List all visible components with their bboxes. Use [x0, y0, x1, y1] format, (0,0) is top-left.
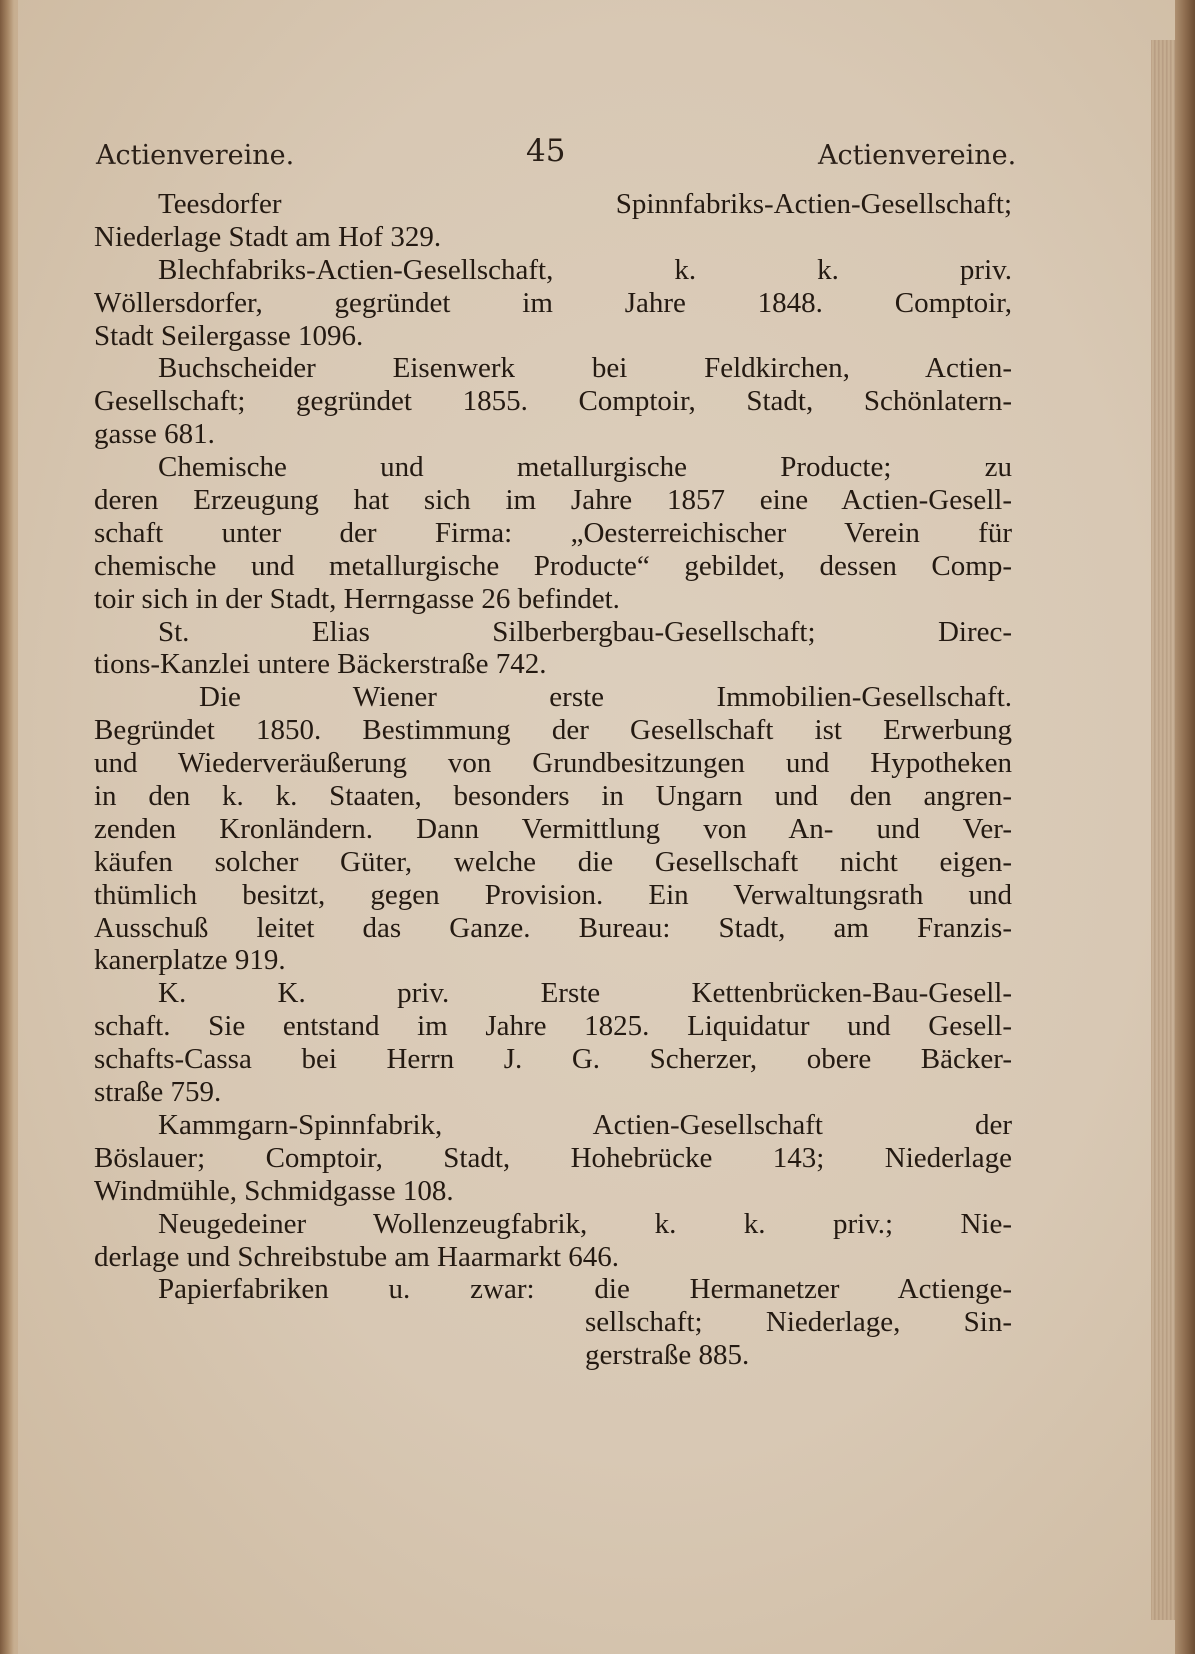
text-line: tions-Kanzlei untere Bäckerstraße 742. — [94, 648, 547, 681]
body-text — [94, 188, 1012, 1372]
text-line: Wöllersdorfer, gegründet im Jahre 1848. Comptoir, — [94, 286, 1012, 319]
text-line: Chemische und metallurgische Producte; zu — [158, 451, 1012, 484]
text-line: gasse 681. — [94, 418, 215, 451]
text-line: derlage und Schreibstube am Haarmarkt 646. — [94, 1240, 620, 1273]
text-line: Die Wiener erste Immobilien-Gesellschaft. — [199, 681, 1012, 714]
text-line: toir sich in der Stadt, Herrngasse 26 befindet. — [94, 582, 620, 615]
text-line: kanerplatze 919. — [94, 944, 286, 977]
page-edge-shadow — [1151, 40, 1175, 1620]
text-line: chemische und metallurgische Producte“ gebildet, dessen Comp- — [94, 549, 1012, 582]
running-head-right: Actienvereine. — [818, 140, 1017, 171]
text-line: Böslauer; Comptoir, Stadt, Hohebrücke 143; Niederlage — [94, 1141, 1012, 1174]
text-line: K. K. priv. Erste Kettenbrücken-Bau-Gesell- — [158, 977, 1012, 1010]
book-page — [18, 0, 1175, 1654]
text-line: Begründet 1850. Bestimmung der Gesellschaft ist Erwerbung — [94, 714, 1012, 747]
text-line: sellschaft; Niederlage, Sin- — [585, 1306, 1012, 1339]
text-line: Teesdorfer Spinnfabriks-Actien-Gesellschaft; — [158, 188, 1012, 220]
text-line: Windmühle, Schmidgasse 108. — [94, 1174, 454, 1207]
text-line: gerstraße 885. — [585, 1339, 750, 1372]
text-line: Papierfabriken u. zwar: die Hermanetzer Actienge- — [158, 1273, 1012, 1306]
text-line: käufen solcher Güter, welche die Gesellschaft nicht eigen- — [94, 845, 1012, 878]
text-line: Niederlage Stadt am Hof 329. — [94, 220, 442, 253]
text-line: schaft unter der Firma: „Oesterreichischer Verein für — [94, 516, 1012, 549]
text-line: Gesellschaft; gegründet 1855. Comptoir, Stadt, Schönlatern- — [94, 385, 1012, 418]
text-line: Neugedeiner Wollenzeugfabrik, k. k. priv.; Nie- — [158, 1207, 1012, 1240]
text-line: St. Elias Silberbergbau-Gesellschaft; Direc- — [158, 615, 1012, 648]
text-line: straße 759. — [94, 1076, 222, 1109]
text-line: deren Erzeugung hat sich im Jahre 1857 eine Actien-Gesell- — [94, 484, 1012, 517]
text-line: schafts-Cassa bei Herrn J. G. Scherzer, obere Bäcker- — [94, 1043, 1012, 1076]
running-head-left: Actienvereine. — [96, 140, 295, 171]
text-line: thümlich besitzt, gegen Provision. Ein Verwaltungsrath und — [94, 878, 1012, 911]
text-line: Ausschuß leitet das Ganze. Bureau: Stadt, am Franzis- — [94, 911, 1012, 944]
text-line: Stadt Seilergasse 1096. — [94, 319, 364, 352]
text-line: in den k. k. Staaten, besonders in Ungarn und den angren- — [94, 780, 1012, 813]
text-line: schaft. Sie entstand im Jahre 1825. Liquidatur und Gesell- — [94, 1010, 1012, 1043]
text-line: und Wiederveräußerung von Grundbesitzungen und Hypotheken — [94, 747, 1012, 780]
text-line: Blechfabriks-Actien-Gesellschaft, k. k. priv. — [158, 253, 1012, 286]
text-line: Buchscheider Eisenwerk bei Feldkirchen, Actien- — [158, 352, 1012, 385]
text-line: zenden Kronländern. Dann Vermittlung von An- und Ver- — [94, 812, 1012, 845]
page-number: 45 — [526, 133, 566, 169]
text-line: Kammgarn-Spinnfabrik, Actien-Gesellschaft der — [158, 1108, 1012, 1141]
